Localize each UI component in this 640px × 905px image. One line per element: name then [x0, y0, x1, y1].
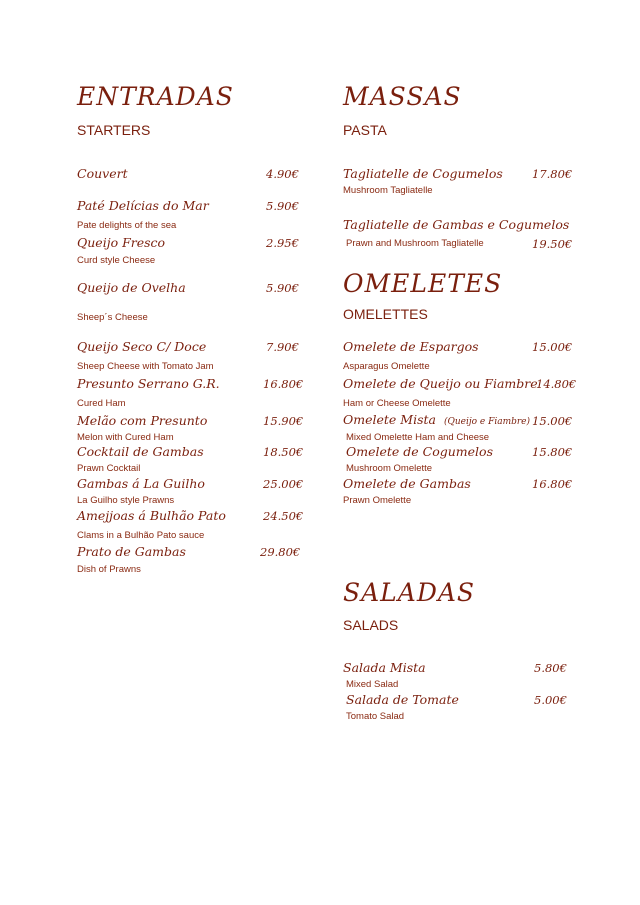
entradas-item-name: Queijo de Ovelha: [77, 280, 186, 295]
omeletes-item-name: Omelete de Gambas: [343, 476, 471, 491]
entradas-item-price: 29.80€: [260, 545, 301, 559]
omeletes-item-price: 14.80€: [536, 377, 577, 391]
entradas-item-name: Amejjoas á Bulhão Pato: [77, 508, 226, 523]
entradas-item-price: 2.95€: [266, 236, 299, 250]
entradas-item-price: 7.90€: [266, 340, 299, 354]
entradas-item-desc: Dish of Prawns: [77, 564, 141, 575]
omelete-mista-note: (Queijo e Fiambre): [443, 417, 531, 427]
entradas-item-desc: Prawn Cocktail: [77, 463, 141, 474]
entradas-item-price: 4.90€: [266, 167, 299, 181]
entradas-item-name: Gambas á La Guilho: [77, 476, 205, 491]
omeletes-item-name: Omelete de Queijo ou Fiambre: [343, 376, 538, 391]
entradas-item-price: 15.90€: [263, 414, 304, 428]
entradas-item-name: Queijo Seco C/ Doce: [77, 339, 207, 354]
entradas-subtitle: STARTERS: [77, 122, 151, 138]
saladas-item-name: Salada de Tomate: [346, 692, 459, 707]
entradas-item-name: Queijo Fresco: [77, 235, 166, 250]
entradas-item-desc: Cured Ham: [77, 398, 126, 409]
omeletes-item-desc: Ham or Cheese Omelette: [343, 398, 451, 409]
omeletes-item-desc: Mushroom Omelette: [346, 463, 433, 474]
saladas-item-price: 5.80€: [534, 661, 567, 675]
entradas-item-price: 16.80€: [263, 377, 304, 391]
omeletes-item-price: 15.80€: [532, 445, 573, 459]
saladas-item-desc: Tomato Salad: [346, 711, 405, 722]
entradas-item-name: Couvert: [77, 166, 128, 181]
saladas-item-price: 5.00€: [534, 693, 567, 707]
entradas-item-price: 5.90€: [266, 281, 299, 295]
saladas-subtitle: SALADS: [343, 617, 399, 633]
entradas-item-price: 25.00€: [263, 477, 304, 491]
massas-item-price: 19.50€: [532, 237, 573, 251]
entradas-item-price: 18.50€: [263, 445, 304, 459]
saladas-item-desc: Mixed Salad: [346, 679, 399, 690]
omeletes-item-price: 15.00€: [532, 414, 573, 428]
omeletes-item-name: Omelete de Cogumelos: [346, 444, 493, 459]
omelete-mista-name: Omelete Mista: [343, 412, 436, 427]
entradas-item-desc: Melon with Cured Ham: [77, 432, 174, 443]
omeletes-item-price: 15.00€: [532, 340, 573, 354]
entradas-item-desc: La Guilho style Prawns: [77, 495, 175, 506]
massas-title: MASSAS: [343, 82, 462, 111]
entradas-item-name: Paté Delícias do Mar: [77, 198, 209, 213]
omeletes-item-price: 16.80€: [532, 477, 573, 491]
entradas-title: ENTRADAS: [77, 82, 234, 111]
omeletes-subtitle: OMELETTES: [343, 306, 428, 322]
entradas-item-desc: Sheep Cheese with Tomato Jam: [77, 361, 214, 372]
massas-item-name: Tagliatelle de Cogumelos: [343, 166, 503, 181]
entradas-item-name: Melão com Presunto: [77, 413, 208, 428]
massas-item-desc: Mushroom Tagliatelle: [343, 185, 433, 196]
omeletes-item-name: [343, 412, 530, 427]
entradas-item-price: 24.50€: [263, 509, 304, 523]
saladas-item-name: Salada Mista: [343, 660, 426, 675]
entradas-item-name: Presunto Serrano G.R.: [77, 376, 220, 391]
omeletes-item-desc: Asparagus Omelette: [343, 361, 430, 372]
entradas-item-desc: Curd style Cheese: [77, 255, 156, 266]
saladas-title: SALADAS: [343, 578, 476, 607]
massas-subtitle: PASTA: [343, 122, 387, 138]
entradas-item-desc: Clams in a Bulhão Pato sauce: [77, 530, 205, 541]
entradas-item-desc: Pate delights of the sea: [77, 220, 177, 231]
massas-item-desc: Prawn and Mushroom Tagliatelle: [346, 238, 484, 249]
entradas-item-name: Prato de Gambas: [77, 544, 186, 559]
massas-item-name: Tagliatelle de Gambas e Cogumelos: [343, 217, 570, 232]
massas-item-price: 17.80€: [532, 167, 573, 181]
omeletes-title: OMELETES: [343, 269, 503, 298]
omeletes-item-desc: Prawn Omelette: [343, 495, 412, 506]
omeletes-item-desc: Mixed Omelette Ham and Cheese: [346, 432, 490, 443]
entradas-item-name: Cocktail de Gambas: [77, 444, 204, 459]
omeletes-item-name: Omelete de Espargos: [343, 339, 479, 354]
entradas-item-price: 5.90€: [266, 199, 299, 213]
entradas-item-desc: Sheep´s Cheese: [77, 312, 148, 323]
